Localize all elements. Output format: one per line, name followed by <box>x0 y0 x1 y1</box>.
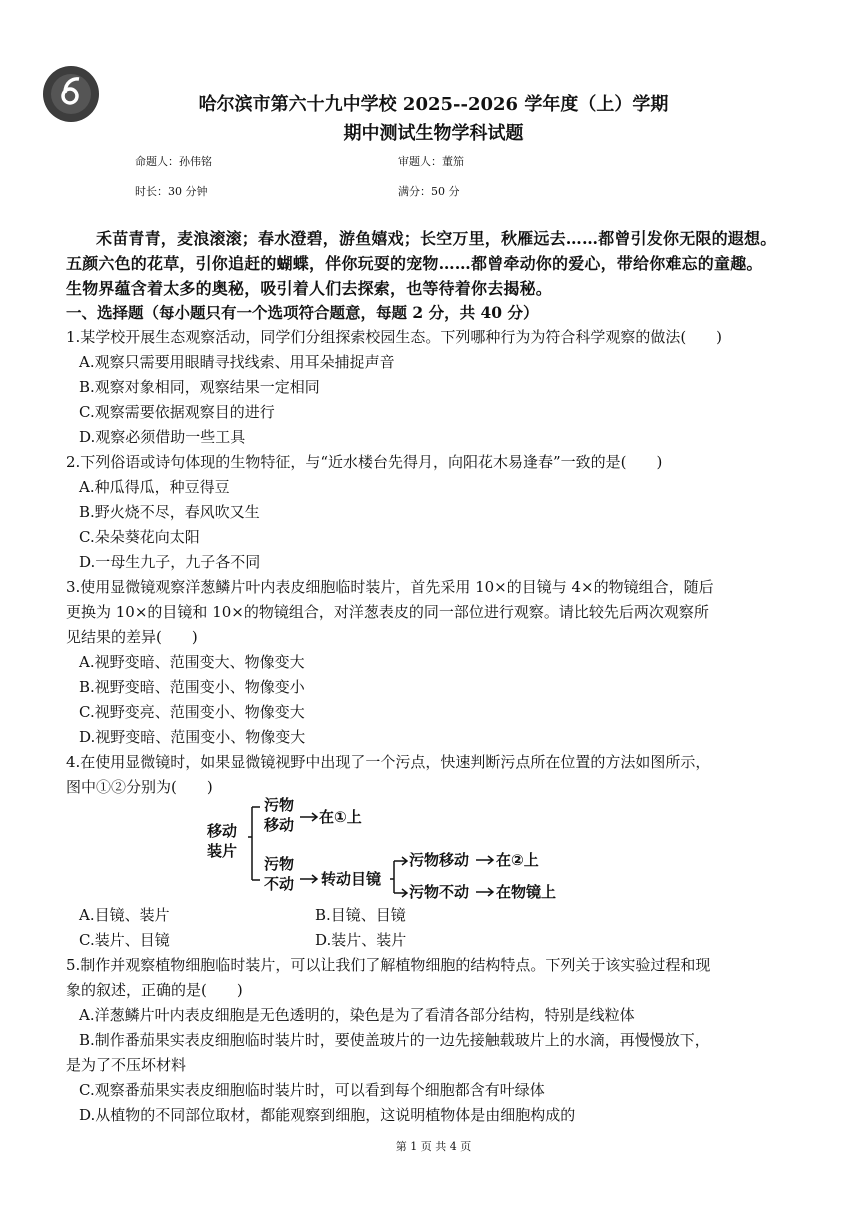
diagram-rotate-label: 转动目镜 <box>321 870 382 888</box>
q1-option-b: B.观察对象相同，观察结果一定相同 <box>79 378 320 396</box>
question-3-stem: 更换为 10×的目镜和 10×的物镜组合，对洋葱表皮的同一部位进行观察。请比较先后两次观察所 <box>66 603 709 621</box>
q5-option-c: C.观察番茄果实表皮细胞临时装片时，可以看到每个细胞都含有叶绿体 <box>79 1081 545 1099</box>
question-5-stem: 象的叙述，正确的是( ) <box>66 981 243 999</box>
q4-option-c: C.装片、目镜 <box>79 931 170 949</box>
page-footer: 第 1 页 共 4 页 <box>395 1140 472 1153</box>
intro-line: 五颜六色的花草，引你追赶的蝴蝶，伴你玩耍的宠物……都曾牵动你的爱心，带给你难忘的童趣。 <box>66 254 763 273</box>
q3-option-a: A.视野变暗、范围变大、物像变大 <box>79 653 305 671</box>
reviewer: 审题人：董笳 <box>398 155 464 168</box>
arrow-icon <box>476 888 493 896</box>
arrow-icon <box>300 875 317 883</box>
question-4-stem: 4.在使用显微镜时，如果显微镜视野中出现了一个污点，快速判断污点所在位置的方法如图所示， <box>66 753 711 771</box>
q2-option-a: A.种瓜得瓜，种豆得豆 <box>79 478 230 496</box>
q3-option-d: D.视野变暗、范围变小、物像变大 <box>79 728 306 746</box>
arrow-icon <box>476 856 493 864</box>
question-1-stem: 1.某学校开展生态观察活动，同学们分组探索校园生态。下列哪种行为为符合科学观察的做法( ) <box>66 328 723 346</box>
q2-option-d: D.一母生九子，九子各不同 <box>79 553 261 571</box>
author: 命题人：孙伟铭 <box>135 155 212 168</box>
title-line2: 期中测试生物学科试题 <box>343 123 524 144</box>
q1-option-a: A.观察只需要用眼睛寻找线索、用耳朵捕捉声音 <box>79 353 395 371</box>
diagram-stain-label: 污物 <box>264 796 295 814</box>
q4-option-a: A.目镜、装片 <box>79 906 170 924</box>
q5-option-b: B.制作番茄果实表皮细胞临时装片时，要使盖玻片的一边先接触载玻片上的水滴，再慢慢放下， <box>79 1031 710 1049</box>
intro-line: 生物界蕴含着太多的奥秘，吸引着人们去探索，也等待着你去揭秘。 <box>66 279 553 298</box>
q4-option-d: D.装片、装片 <box>315 931 407 949</box>
question-3-stem: 3.使用显微镜观察洋葱鳞片叶内表皮细胞临时装片，首先采用 10×的目镜与 4×的物镜组合，随后 <box>66 578 714 596</box>
q5-option-d: D.从植物的不同部位取材，都能观察到细胞，这说明植物体是由细胞构成的 <box>79 1106 576 1124</box>
duration: 时长：30 分钟 <box>135 185 208 198</box>
q1-option-c: C.观察需要依据观察目的进行 <box>79 403 275 421</box>
stain-location-diagram <box>200 795 580 905</box>
diagram-bracket <box>248 807 260 880</box>
title-line1: 哈尔滨市第六十九中学校 2025--2026 学年度（上）学期 <box>198 94 669 115</box>
diagram-still-b-label: 污物不动 <box>409 883 470 901</box>
question-3-stem: 见结果的差异( ) <box>66 628 198 646</box>
diagram-on2-label: 在②上 <box>496 851 539 869</box>
total-score: 满分：50 分 <box>398 185 460 198</box>
diagram-slide-label: 装片 <box>207 842 238 860</box>
q3-option-b: B.视野变暗、范围变小、物像变小 <box>79 678 305 696</box>
diagram-moved-b-label: 污物移动 <box>409 851 470 869</box>
q5-option-a: A.洋葱鳞片叶内表皮细胞是无色透明的，染色是为了看清各部分结构，特别是线粒体 <box>79 1006 635 1024</box>
q2-option-b: B.野火烧不尽，春风吹又生 <box>79 503 260 521</box>
q1-option-d: D.观察必须借助一些工具 <box>79 428 246 446</box>
diagram-fork <box>390 857 407 897</box>
question-2-stem: 2.下列俗语或诗句体现的生物特征，与“近水楼台先得月，向阳花木易逢春”一致的是( ) <box>66 453 663 471</box>
arrow-icon <box>300 813 317 821</box>
q5-option-b-cont: 是为了不压坏材料 <box>66 1056 187 1074</box>
diagram-moved-label: 移动 <box>264 816 295 834</box>
diagram-objective-label: 在物镜上 <box>496 883 557 901</box>
diagram-on1-label: 在①上 <box>319 808 362 826</box>
question-4-stem: 图中①②分别为( ) <box>66 778 213 796</box>
question-5-stem: 5.制作并观察植物细胞临时装片，可以让我们了解植物细胞的结构特点。下列关于该实验过程和现 <box>66 956 711 974</box>
section-heading: 一、选择题（每小题只有一个选项符合题意，每题 2 分，共 40 分） <box>66 303 539 322</box>
q4-option-b: B.目镜、目镜 <box>315 906 406 924</box>
diagram-move-label: 移动 <box>207 822 238 840</box>
q2-option-c: C.朵朵葵花向太阳 <box>79 528 200 546</box>
intro-line: 禾苗青青，麦浪滚滚；春水澄碧，游鱼嬉戏；长空万里，秋雁远去……都曾引发你无限的遐想。 <box>96 229 777 248</box>
diagram-still-label: 不动 <box>264 875 295 893</box>
diagram-stain-label: 污物 <box>264 855 295 873</box>
q3-option-c: C.视野变亮、范围变小、物像变大 <box>79 703 305 721</box>
